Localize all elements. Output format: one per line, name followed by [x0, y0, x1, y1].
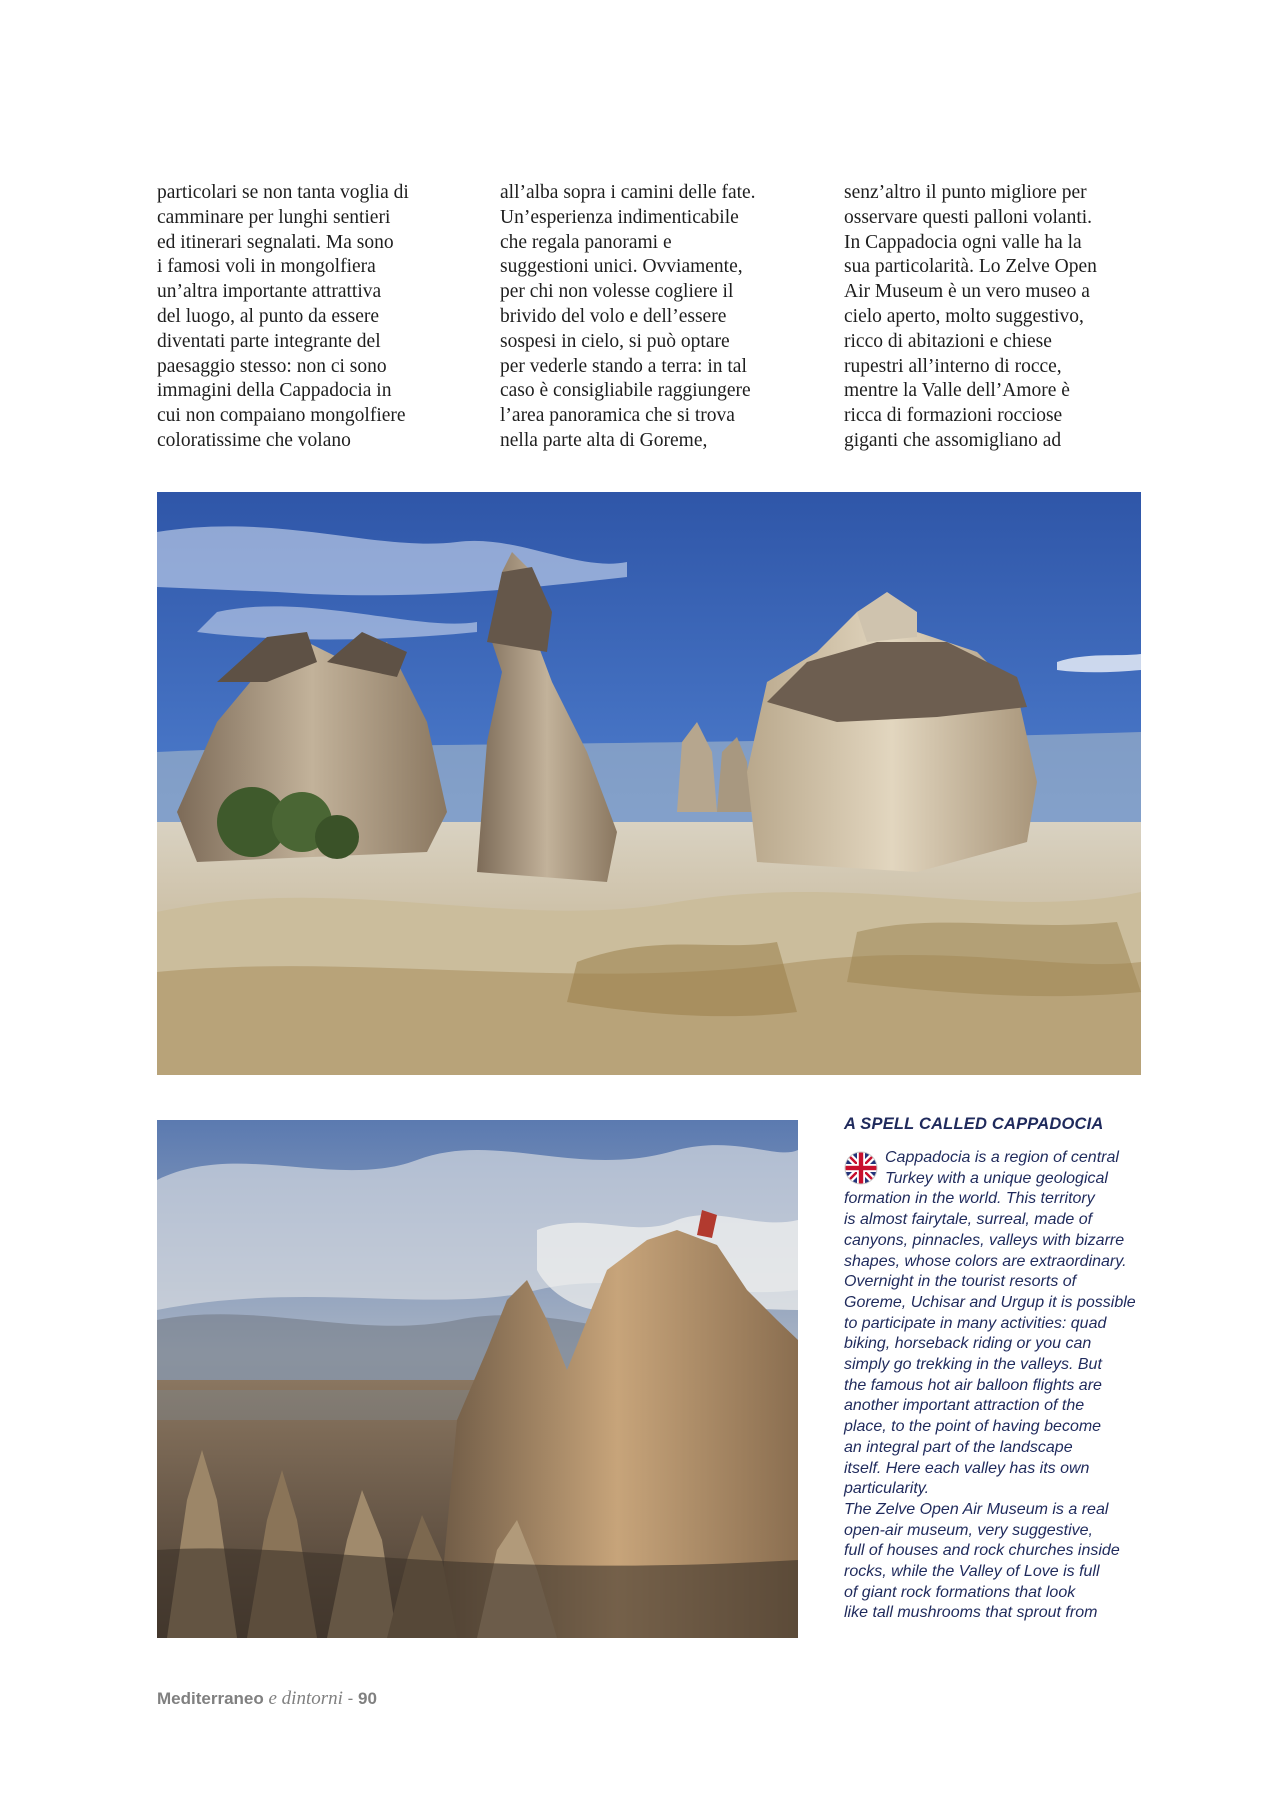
article-line: paesaggio stesso: non ci sono: [157, 355, 387, 377]
article-line: per vederle stando a terra: in tal: [500, 355, 747, 377]
sidebar-line: simply go trekking in the valleys. But: [844, 1356, 1102, 1374]
sidebar-line: like tall mushrooms that sprout from: [844, 1604, 1098, 1622]
sidebar-line: Goreme, Uchisar and Urgup it is possible: [844, 1293, 1136, 1311]
article-line: suggestioni unici. Ovviamente,: [500, 256, 743, 278]
sidebar-line: rocks, while the Valley of Love is full: [844, 1563, 1100, 1581]
article-line: coloratissime che volano: [157, 429, 351, 451]
magazine-name: Mediterraneo: [157, 1689, 264, 1708]
sidebar-line: place, to the point of having become: [844, 1418, 1102, 1436]
sidebar-line: another important attraction of the: [844, 1397, 1085, 1415]
sidebar-line: is almost fairytale, surreal, made of: [844, 1211, 1093, 1229]
article-line: per chi non volesse cogliere il: [500, 281, 734, 303]
article-line: caso è consigliabile raggiungere: [500, 380, 751, 402]
sidebar-line: full of houses and rock churches inside: [844, 1542, 1120, 1560]
article-line: che regala panorami e: [500, 231, 672, 253]
fairy-chimneys-photo: [157, 492, 1141, 1075]
article-line: diventati parte integrante del: [157, 330, 381, 352]
sidebar-line: biking, horseback riding or you can: [844, 1335, 1092, 1353]
article-line: ricca di formazioni rocciose: [844, 405, 1063, 427]
article-column-3: [844, 181, 1144, 454]
sidebar-line: of giant rock formations that look: [844, 1583, 1076, 1601]
article-column-2: [500, 181, 800, 454]
sidebar-line: formation in the world. This territory: [844, 1190, 1095, 1208]
uk-flag-icon: [844, 1151, 878, 1185]
english-summary-box: [844, 1115, 1144, 1624]
sidebar-line: an integral part of the landscape: [844, 1438, 1073, 1456]
sidebar-line: open-air museum, very suggestive,: [844, 1521, 1093, 1539]
sidebar-line: canyons, pinnacles, valleys with bizarre: [844, 1231, 1125, 1249]
sidebar-line: The Zelve Open Air Museum is a real: [844, 1500, 1109, 1518]
article-line: i famosi voli in mongolfiera: [157, 256, 376, 278]
article-line: all’alba sopra i camini delle fate.: [500, 182, 756, 203]
sidebar-line: itself. Here each valley has its own: [844, 1459, 1090, 1477]
article-line: sospesi in cielo, si può optare: [500, 330, 730, 352]
sidebar-line: Overnight in the tourist resorts of: [844, 1273, 1077, 1291]
article-line: immagini della Cappadocia in: [157, 380, 392, 402]
article-line: un’altra importante attrattiva: [157, 281, 382, 303]
article-line: Air Museum è un vero museo a: [844, 281, 1090, 303]
article-line: cielo aperto, molto suggestivo,: [844, 305, 1084, 327]
sidebar-body: [844, 1148, 1144, 1624]
article-line: ed itinerari segnalati. Ma sono: [157, 231, 394, 253]
article-line: rupestri all’interno di rocce,: [844, 355, 1062, 377]
article-line: mentre la Valle dell’Amore è: [844, 380, 1070, 402]
page-footer: [157, 1688, 377, 1710]
article-line: ricco di abitazioni e chiese: [844, 330, 1052, 352]
article-line: Un’esperienza indimenticabile: [500, 206, 739, 228]
page-number: 90: [358, 1689, 377, 1708]
sidebar-line: shapes, whose colors are extraordinary.: [844, 1252, 1127, 1270]
article-line: In Cappadocia ogni valle ha la: [844, 231, 1082, 253]
footer-separator: -: [347, 1689, 354, 1708]
article-line: del luogo, al punto da essere: [157, 305, 380, 327]
article-line: giganti che assomigliano ad: [844, 429, 1062, 451]
uchisar-castle-photo: [157, 1120, 798, 1638]
article-line: cui non compaiano mongolfiere: [157, 405, 406, 427]
magazine-subtitle: e dintorni: [268, 1688, 343, 1709]
article-line: osservare questi palloni volanti.: [844, 206, 1093, 228]
sidebar-line: particularity.: [844, 1480, 930, 1498]
sidebar-line: the famous hot air balloon flights are: [844, 1376, 1102, 1394]
article-line: senz’altro il punto migliore per: [844, 182, 1087, 203]
article-line: brivido del volo e dell’essere: [500, 305, 727, 327]
sidebar-line: to participate in many activities: quad: [844, 1314, 1107, 1332]
article-line: l’area panoramica che si trova: [500, 405, 735, 427]
sidebar-line: Turkey with a unique geological: [885, 1169, 1108, 1187]
sidebar-line: Cappadocia is a region of central: [885, 1149, 1119, 1166]
article-line: particolari se non tanta voglia di: [157, 182, 409, 203]
sidebar-title: A SPELL CALLED CAPPADOCIA: [844, 1115, 1104, 1133]
article-line: sua particolarità. Lo Zelve Open: [844, 256, 1097, 278]
article-line: nella parte alta di Goreme,: [500, 429, 708, 451]
article-line: camminare per lunghi sentieri: [157, 206, 391, 228]
article-column-1: [157, 181, 457, 454]
